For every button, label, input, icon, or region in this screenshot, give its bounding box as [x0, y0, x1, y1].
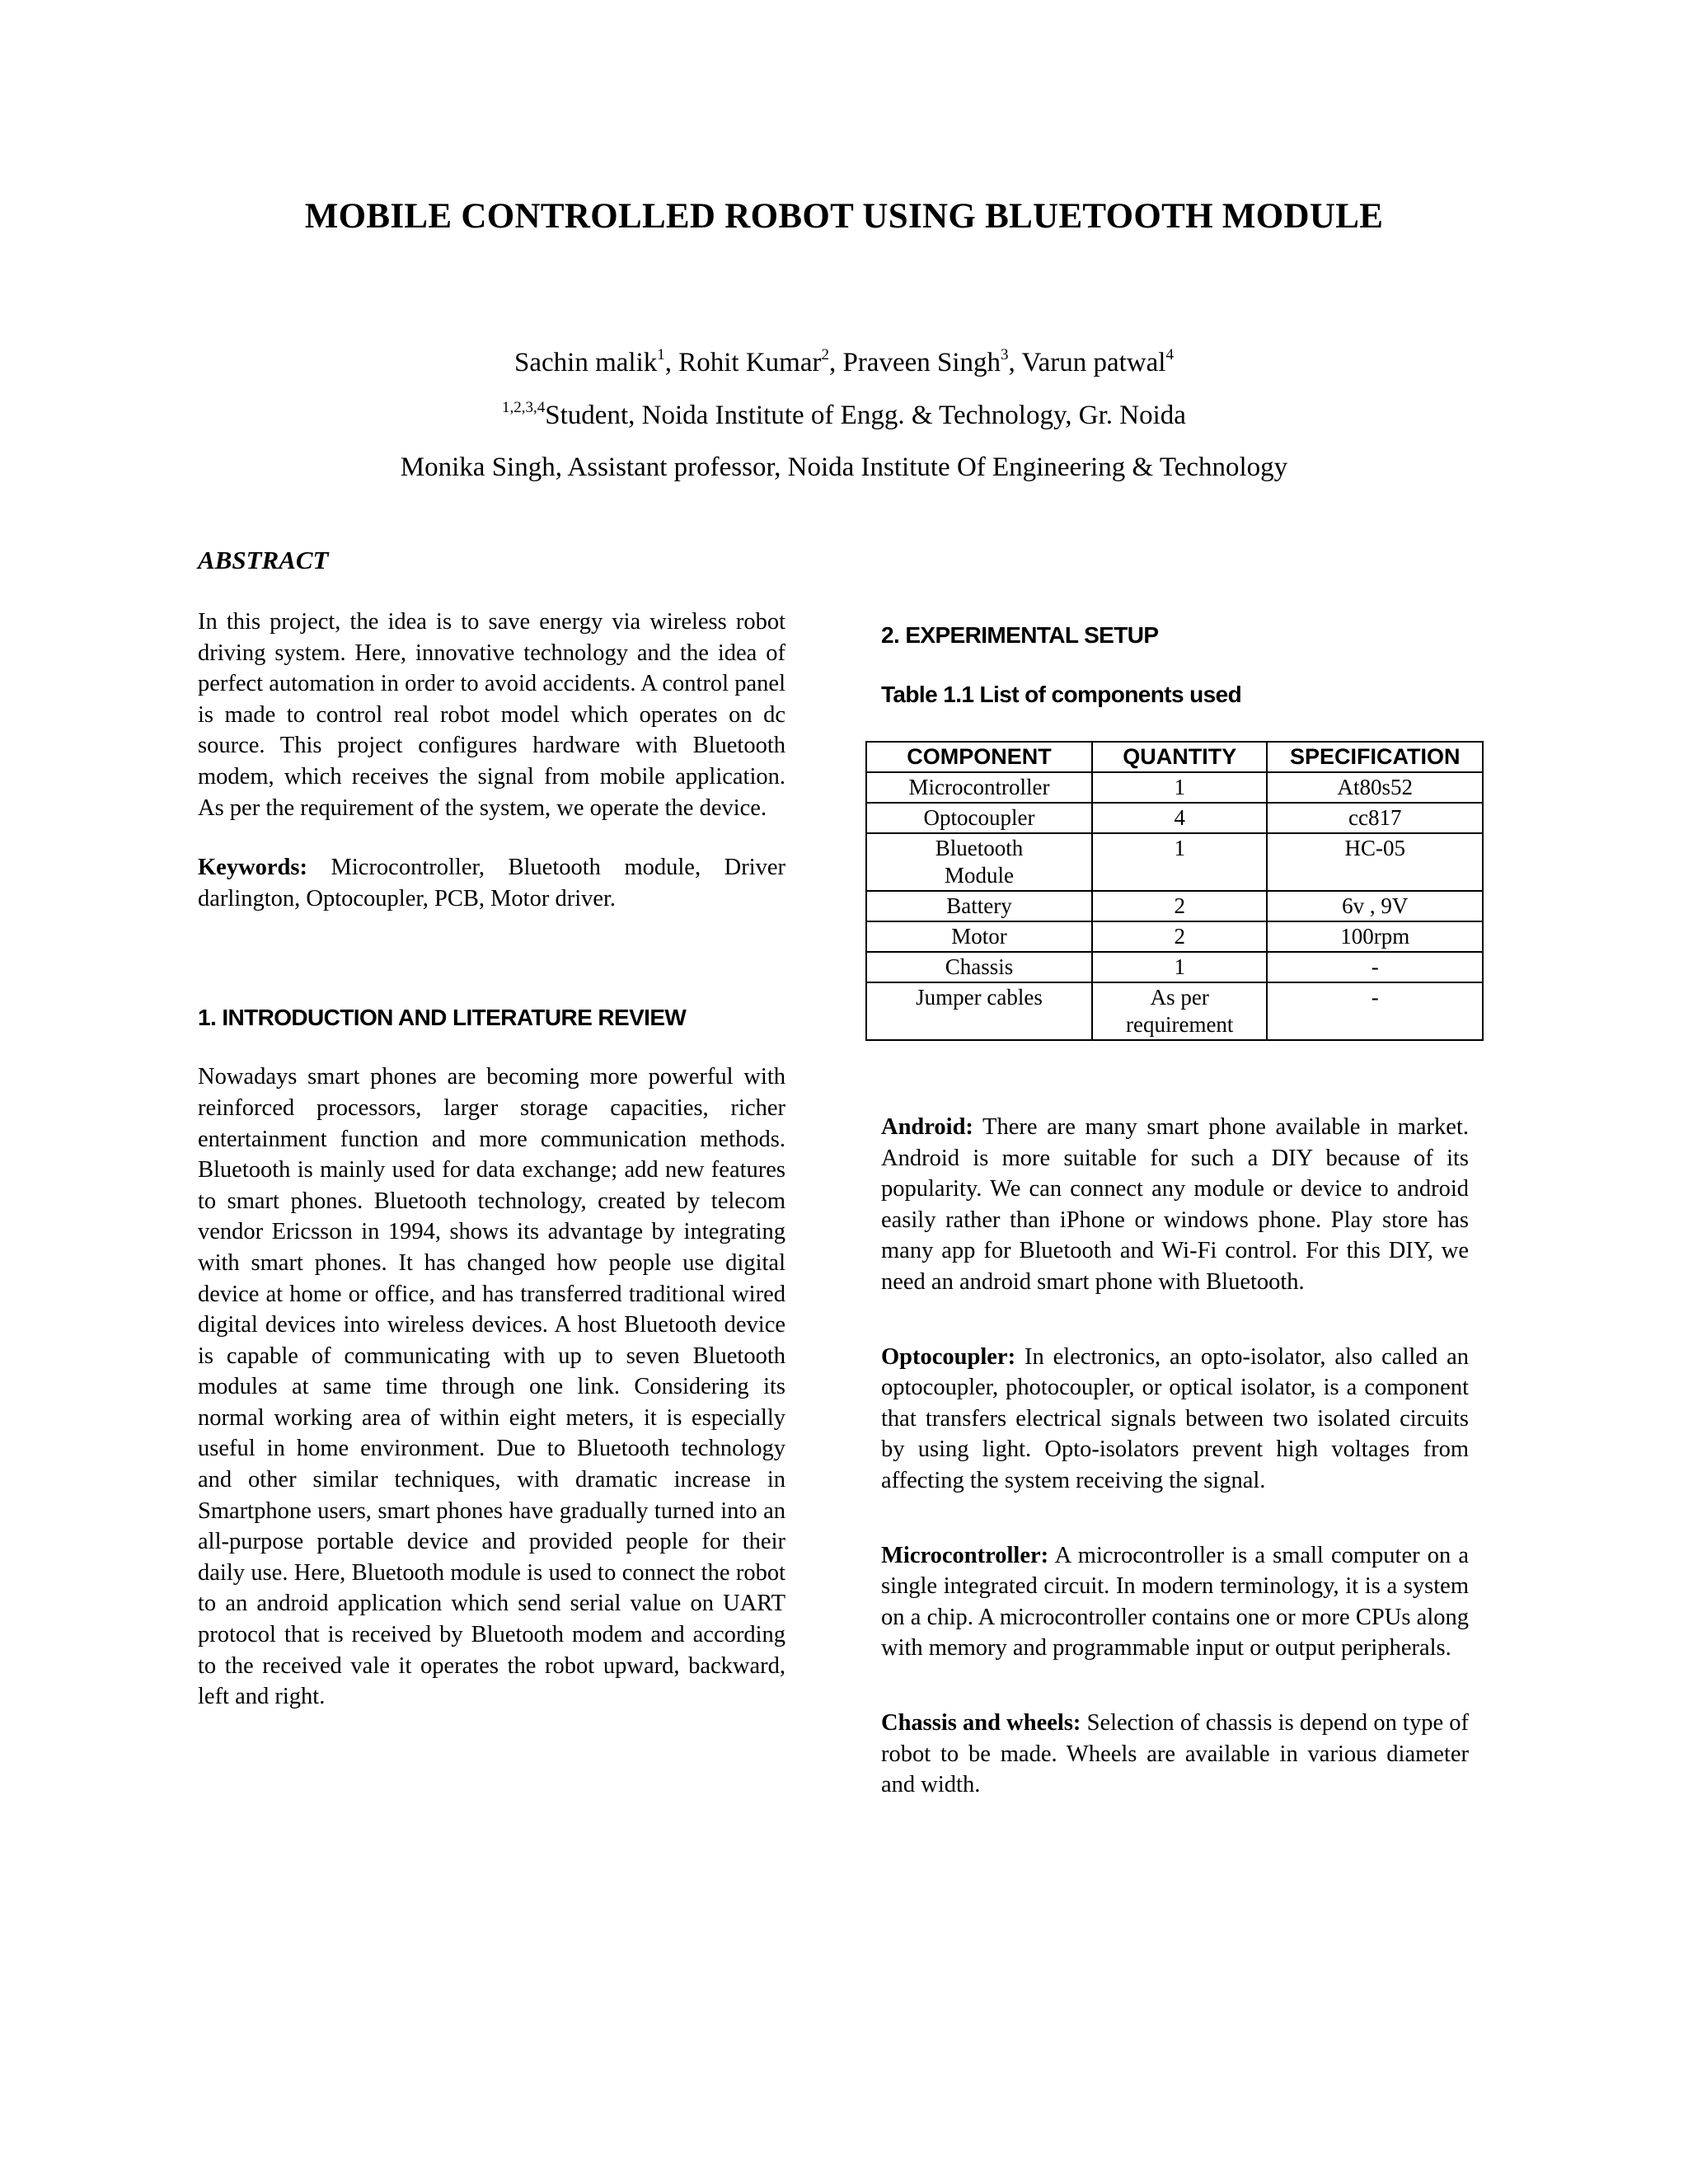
table-row [866, 772, 1483, 803]
table-cell: 100rpm [1267, 921, 1483, 952]
table-cell: cc817 [1267, 803, 1483, 833]
table-cell: Microcontroller [866, 772, 1092, 803]
author-name: Varun patwal [1021, 348, 1166, 377]
author-name: Sachin malik [514, 348, 658, 377]
definition-text: Selection of chassis is depend on type of robot to be made. Wheels are available in various diameter and width. [881, 1709, 1470, 1798]
table-row [866, 982, 1483, 1040]
definition-chassis [881, 1708, 1469, 1801]
table-row [866, 921, 1483, 952]
definition-term: Microcontroller: [881, 1542, 1049, 1568]
table-cell: - [1267, 952, 1483, 982]
table-cell: As per requirement [1092, 982, 1267, 1040]
author-separator: , [1008, 348, 1022, 377]
table-cell: Bluetooth Module [866, 833, 1092, 891]
table-row [866, 891, 1483, 921]
table-cell: 1 [1092, 952, 1267, 982]
author-separator: , [664, 348, 679, 377]
setup-heading: 2. EXPERIMENTAL SETUP [881, 622, 1159, 648]
definition-term: Android: [881, 1114, 973, 1140]
table-row [866, 803, 1483, 833]
intro-heading: 1. INTRODUCTION AND LITERATURE REVIEW [198, 1005, 687, 1031]
table-cell: HC-05 [1267, 833, 1483, 891]
affiliation [0, 401, 1688, 431]
author-sup: 3 [1001, 346, 1009, 363]
author-list [0, 348, 1688, 378]
table-header-cell: COMPONENT [866, 742, 1092, 772]
author-name: Rohit Kumar [678, 348, 822, 377]
affiliation-sup: 1,2,3,4 [502, 399, 546, 416]
author-sup: 4 [1165, 346, 1174, 363]
paper-title: MOBILE CONTROLLED ROBOT USING BLUETOOTH MODULE [304, 197, 1384, 236]
advisor: Monika Singh, Assistant professor, Noida Institute Of Engineering & Technology [400, 452, 1288, 482]
abstract-text: In this project, the idea is to save energy via wireless robot driving system. Here, innovative technology and the idea of perfect automation in order to avoid accidents. A control panel is made to control real robot model which operates on dc source. This project configures hardware with Bluetooth modem, which receives the signal from mobile application. As per the requirement of the system, we operate the device. [198, 609, 785, 821]
abstract-heading: ABSTRACT [198, 546, 329, 574]
table-cell: Jumper cables [866, 982, 1092, 1040]
table-row [866, 833, 1483, 891]
table-cell: At80s52 [1267, 772, 1483, 803]
definition-optocoupler [881, 1342, 1469, 1497]
table-cell: - [1267, 982, 1483, 1040]
table-cell: 2 [1092, 891, 1267, 921]
affiliation-text: Student, Noida Institute of Engg. & Technology, Gr. Noida [545, 401, 1186, 430]
left-column [198, 607, 785, 1713]
definition-text: There are many smart phone available in market. Android is more suitable for such a DIY because of its popularity. We can connect any module or device to android easily rather than iPhone or windows phone. Play store has many app for Bluetooth and Wi-Fi control. For this DIY, we need an android smart phone with Bluetooth. [881, 1114, 1469, 1295]
table-cell: 4 [1092, 803, 1267, 833]
table-cell: 2 [1092, 921, 1267, 952]
definition-term: Optocoupler: [881, 1343, 1016, 1370]
intro-text: Nowadays smart phones are becoming more powerful with reinforced processors, larger storage capacities, richer entertainment function and more communication methods. Bluetooth is mainly used for data exchange; add new features to smart phones. Bluetooth technology, created by telecom vendor Ericsson in 1994, shows its advantage by integrating with smart phones. It has changed how people use digital device at home or office, and has transferred traditional wired digital devices into wireless devices. A host Bluetooth device is capable of communicating with up to seven Bluetooth modules at same time through one link. Considering its normal working area of within eight meters, it is especially useful in home environment. Due to Bluetooth technology and other similar techniques, with dramatic increase in Smartphone users, smart phones have gradually turned into an all-purpose portable device and provided people for their daily use. Here, Bluetooth module is used to connect the robot to an android application which send serial value on UART protocol that is received by Bluetooth modem and according to the received vale it operates the robot upward, backward, left and right. [198, 1064, 785, 1710]
table-cell: 1 [1092, 833, 1267, 891]
keywords-text: Microcontroller, Bluetooth module, Driver darlington, Optocoupler, PCB, Motor driver. [198, 855, 785, 912]
table-header-cell: SPECIFICATION [1267, 742, 1483, 772]
right-column [881, 1112, 1469, 1844]
table-cell: 6v , 9V [1267, 891, 1483, 921]
table-cell: 1 [1092, 772, 1267, 803]
definition-microcontroller [881, 1540, 1469, 1664]
components-table [865, 741, 1484, 1041]
author-name: Praveen Singh [842, 348, 1001, 377]
keywords [198, 852, 785, 914]
table-row [866, 952, 1483, 982]
table-header-cell: QUANTITY [1092, 742, 1267, 772]
table-cell: Motor [866, 921, 1092, 952]
definition-android [881, 1112, 1469, 1298]
keywords-label: Keywords: [198, 855, 307, 881]
definition-term: Chassis and wheels: [881, 1709, 1081, 1736]
table-cell: Chassis [866, 952, 1092, 982]
table-header-row [866, 742, 1483, 772]
author-separator: , [828, 348, 843, 377]
author-sup: 2 [821, 346, 829, 363]
table-caption: Table 1.1 List of components used [881, 682, 1242, 707]
table-cell: Battery [866, 891, 1092, 921]
author-sup: 1 [657, 346, 665, 363]
definition-text: A microcontroller is a small computer on a single integrated circuit. In modern terminology, it is a system on a chip. A microcontroller contains one or more CPUs along with memory and programmable input or output peripherals. [881, 1542, 1469, 1661]
table-cell: Optocoupler [866, 803, 1092, 833]
definition-text: In electronics, an opto-isolator, also called an optocoupler, photocoupler, or optical isolator, is a component that transfers electrical signals between two isolated circuits by using light. Opto-isolators prevent high voltages from affecting the system receiving the signal. [881, 1343, 1469, 1493]
